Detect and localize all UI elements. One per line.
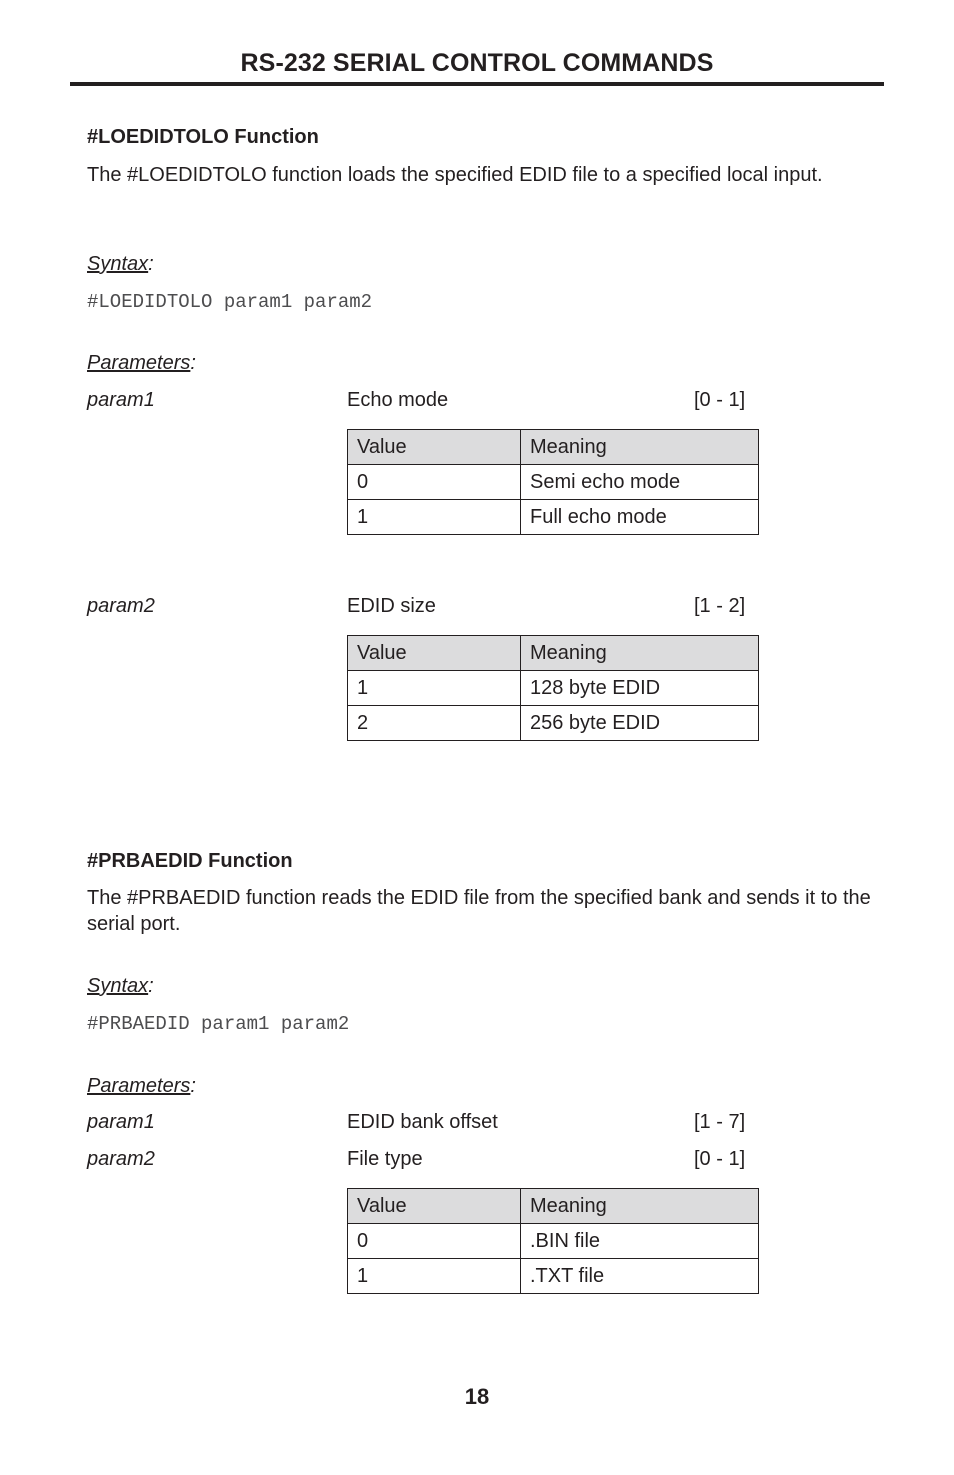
param-range: [1 - 2] [694, 595, 746, 617]
param-name: param1 [87, 1111, 155, 1133]
table-row [348, 465, 759, 500]
table-header-cell: Value [348, 430, 521, 465]
param-description: EDID size [347, 595, 436, 617]
section-heading-loedidtolo: #LOEDIDTOLO Function [87, 126, 319, 148]
table-row [348, 706, 759, 741]
table-header-cell: Meaning [521, 430, 759, 465]
table-row [348, 500, 759, 535]
syntax-label-text: Syntax [87, 253, 149, 275]
param-range: [0 - 1] [694, 1148, 746, 1170]
param-name: param2 [87, 595, 155, 617]
syntax-label: Syntax: [87, 975, 154, 997]
table-header-row [348, 636, 759, 671]
table-cell: Semi echo mode [521, 465, 759, 500]
table-cell: .TXT file [521, 1259, 759, 1294]
param-description: EDID bank offset [347, 1111, 498, 1133]
param-value-table [347, 429, 759, 535]
table-cell: 1 [348, 500, 521, 535]
syntax-code-loedidtolo: #LOEDIDTOLO param1 param2 [87, 291, 373, 313]
table-cell: .BIN file [521, 1224, 759, 1259]
param-range: [0 - 1] [694, 389, 746, 411]
table-header-cell: Value [348, 1189, 521, 1224]
section-heading-prbaedid: #PRBAEDID Function [87, 850, 293, 872]
table-header-row [348, 1189, 759, 1224]
param-name: param1 [87, 389, 155, 411]
table-cell: 256 byte EDID [521, 706, 759, 741]
table-header-row [348, 430, 759, 465]
page-header-title: RS-232 SERIAL CONTROL COMMANDS [240, 49, 714, 77]
table-cell: 2 [348, 706, 521, 741]
parameters-label-text: Parameters [87, 352, 191, 374]
table-row [348, 1259, 759, 1294]
page-number: 18 [464, 1384, 490, 1409]
syntax-label: Syntax: [87, 253, 154, 275]
param-description: File type [347, 1148, 423, 1170]
param-name: param2 [87, 1148, 155, 1170]
param-value-table [347, 635, 759, 741]
section-description-prbaedid: The #PRBAEDID function reads the EDID file from the specified bank and sends it to the serial port. [87, 887, 871, 935]
table-row [348, 1224, 759, 1259]
table-cell: 1 [348, 671, 521, 706]
syntax-label-text: Syntax [87, 975, 149, 997]
parameters-label: Parameters: [87, 1075, 196, 1097]
table-cell: 128 byte EDID [521, 671, 759, 706]
parameters-label-text: Parameters [87, 1075, 191, 1097]
table-header-cell: Meaning [521, 636, 759, 671]
table-cell: 0 [348, 465, 521, 500]
table-cell: 0 [348, 1224, 521, 1259]
header-rule [70, 82, 884, 86]
param-range: [1 - 7] [694, 1111, 746, 1133]
table-cell: 1 [348, 1259, 521, 1294]
parameters-label: Parameters: [87, 352, 196, 374]
table-header-cell: Value [348, 636, 521, 671]
table-row [348, 671, 759, 706]
table-cell: Full echo mode [521, 500, 759, 535]
section-description-loedidtolo: The #LOEDIDTOLO function loads the specified EDID file to a specified local input. [87, 164, 823, 186]
table-header-cell: Meaning [521, 1189, 759, 1224]
param-description: Echo mode [347, 389, 449, 411]
param-value-table [347, 1188, 759, 1294]
syntax-code-prbaedid: #PRBAEDID param1 param2 [87, 1013, 350, 1035]
